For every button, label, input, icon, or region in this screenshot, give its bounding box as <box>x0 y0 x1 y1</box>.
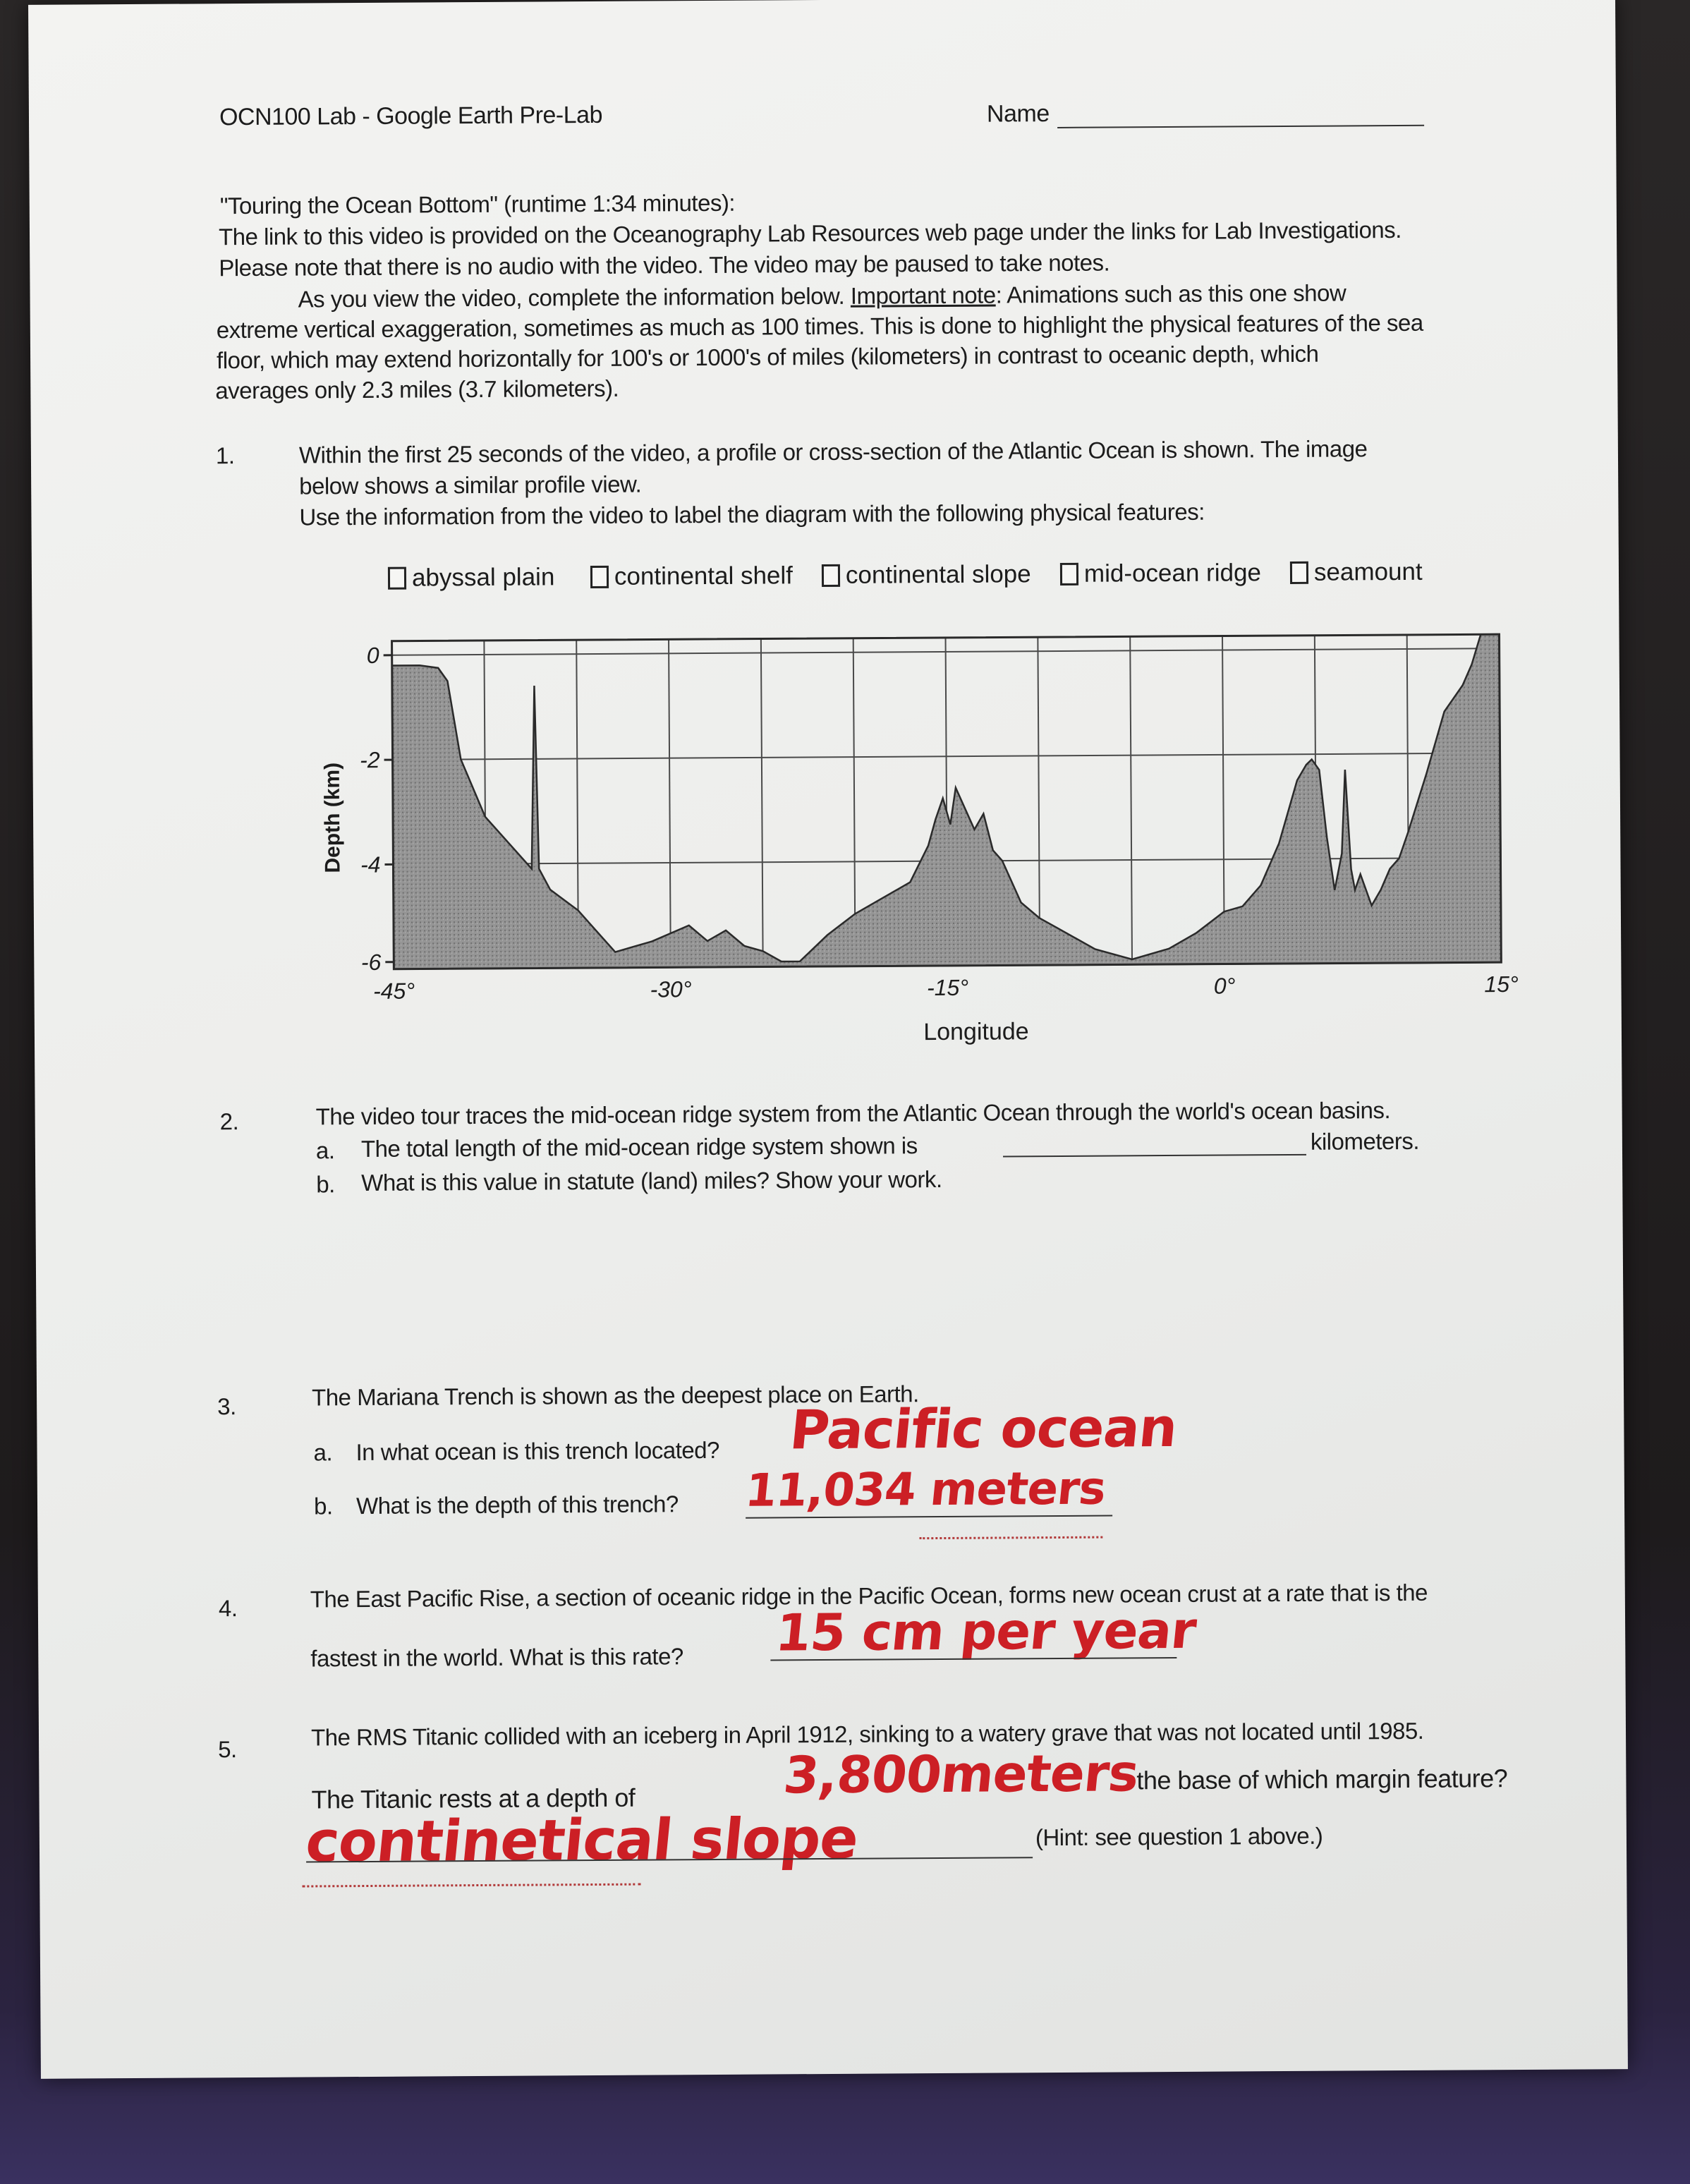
y-tick-label: -6 <box>360 949 382 976</box>
intro-line-2: Please note that there is no audio with the video. The video may be paused to take notes. <box>219 249 1110 281</box>
checkbox-icon <box>1290 562 1308 584</box>
q5-feature-handwritten-answer[interactable]: continetical slope <box>303 1805 861 1875</box>
q5-line-2-end: the base of which margin feature? <box>1136 1764 1508 1795</box>
x-tick-label: -45° <box>372 978 415 1004</box>
y-tick-label: 0 <box>366 642 379 668</box>
q3b-dotted-line <box>919 1536 1102 1540</box>
q4-line-2: fastest in the world. What is this rate? <box>310 1643 683 1672</box>
q3a-label: a. <box>313 1439 333 1466</box>
checkbox-icon <box>590 566 609 588</box>
course-title: OCN100 Lab - Google Earth Pre-Lab <box>219 101 603 131</box>
intro-line-1: The link to this video is provided on the Oceanography Lab Resources web page under the links for Lab Investigations. <box>218 216 1402 250</box>
q4-number: 4. <box>218 1595 238 1622</box>
checkbox-continental-shelf[interactable]: continental shelf <box>590 562 793 591</box>
worksheet-paper <box>28 0 1628 2079</box>
q2a-label: a. <box>315 1137 335 1164</box>
grid-line-vertical <box>669 639 671 967</box>
name-label: Name <box>986 100 1050 128</box>
y-tick-label: -4 <box>360 851 381 878</box>
q2-number: 2. <box>219 1108 239 1135</box>
q1-line-2: below shows a similar profile view. <box>299 471 642 499</box>
q5-depth-handwritten-answer[interactable]: 3,800meters <box>781 1743 1141 1805</box>
q1-line-1: Within the first 25 seconds of the video, a profile or cross-section of the Atlantic Ocean is shown. The image <box>298 435 1368 468</box>
intro-paragraph-2-line-1: As you view the video, complete the information below. Important note: Animations such as this one show <box>298 279 1346 313</box>
x-axis-ticks <box>373 971 1519 1004</box>
checkbox-icon <box>388 567 406 590</box>
q2a-text: The total length of the mid-ocean ridge system shown is <box>360 1132 918 1163</box>
q1-line-3: Use the information from the video to label the diagram with the following physical features: <box>299 498 1205 530</box>
x-tick-label: -15° <box>926 974 969 1001</box>
y-axis-ticks <box>359 643 394 975</box>
q5-line-2-start: The Titanic rests at a depth of <box>311 1783 636 1814</box>
x-axis-label: Longitude <box>923 1018 1029 1046</box>
q3a-handwritten-answer[interactable]: Pacific ocean <box>786 1395 1180 1462</box>
intro-paragraph-2-line-2: extreme vertical exaggeration, sometimes as much as 100 times. This is done to highlight the physical features of the sea <box>216 309 1423 344</box>
x-tick-label: 0° <box>1213 973 1236 999</box>
important-note-label: Important note <box>850 281 996 309</box>
checkbox-continental-slope[interactable]: continental slope <box>822 560 1031 590</box>
intro-paragraph-2-line-3: floor, which may extend horizontally for 100's or 1000's of miles (kilometers) in contrast to oceanic depth, which <box>216 340 1319 374</box>
checkbox-icon <box>1060 563 1078 586</box>
q4-line-1: The East Pacific Rise, a section of oceanic ridge in the Pacific Ocean, forms new ocean crust at a rate that is the <box>310 1579 1428 1613</box>
q2-intro: The video tour traces the mid-ocean ridge system from the Atlantic Ocean through the world's ocean basins. <box>315 1097 1391 1130</box>
q4-handwritten-answer[interactable]: 15 cm per year <box>772 1600 1199 1663</box>
checkbox-abyssal-plain[interactable]: abyssal plain <box>388 563 555 592</box>
atlantic-profile-chart <box>286 609 1530 1069</box>
video-title: "Touring the Ocean Bottom" (runtime 1:34 minutes): <box>219 189 736 219</box>
x-tick-label: 15° <box>1484 971 1519 997</box>
y-tick-label: -2 <box>360 747 380 773</box>
q5-number: 5. <box>218 1736 237 1763</box>
q2a-answer-blank[interactable] <box>1003 1154 1306 1158</box>
q3-intro: The Mariana Trench is shown as the deepest place on Earth. <box>311 1381 919 1411</box>
intro-paragraph-2-line-4: averages only 2.3 miles (3.7 kilometers). <box>215 375 619 404</box>
q1-number: 1. <box>215 442 235 469</box>
q5-hint: (Hint: see question 1 above.) <box>1035 1822 1323 1851</box>
q5-dotted-line <box>302 1883 640 1888</box>
q2a-unit: kilometers. <box>1310 1127 1420 1155</box>
grid-line-vertical <box>761 639 763 967</box>
q3a-text: In what ocean is this trench located? <box>355 1436 719 1466</box>
checkbox-seamount[interactable]: seamount <box>1290 558 1423 587</box>
grid-line-vertical <box>1130 636 1132 964</box>
q2b-text: What is this value in statute (land) miles? Show your work. <box>361 1165 942 1196</box>
q3b-text: What is the depth of this trench? <box>355 1491 679 1519</box>
y-axis-label: Depth (km) <box>320 762 345 873</box>
name-blank[interactable] <box>1057 125 1424 128</box>
checkbox-mid-ocean-ridge[interactable]: mid-ocean ridge <box>1060 559 1261 588</box>
q3b-label: b. <box>313 1493 333 1519</box>
x-tick-label: -30° <box>650 976 692 1002</box>
q5-line-1: The RMS Titanic collided with an iceberg in April 1912, sinking to a watery grave that was not located until 1985. <box>310 1717 1424 1751</box>
q2b-label: b. <box>316 1171 335 1198</box>
q3b-handwritten-answer[interactable]: 11,034 meters <box>743 1462 1108 1517</box>
q3-number: 3. <box>217 1393 236 1420</box>
checkbox-icon <box>822 564 840 587</box>
